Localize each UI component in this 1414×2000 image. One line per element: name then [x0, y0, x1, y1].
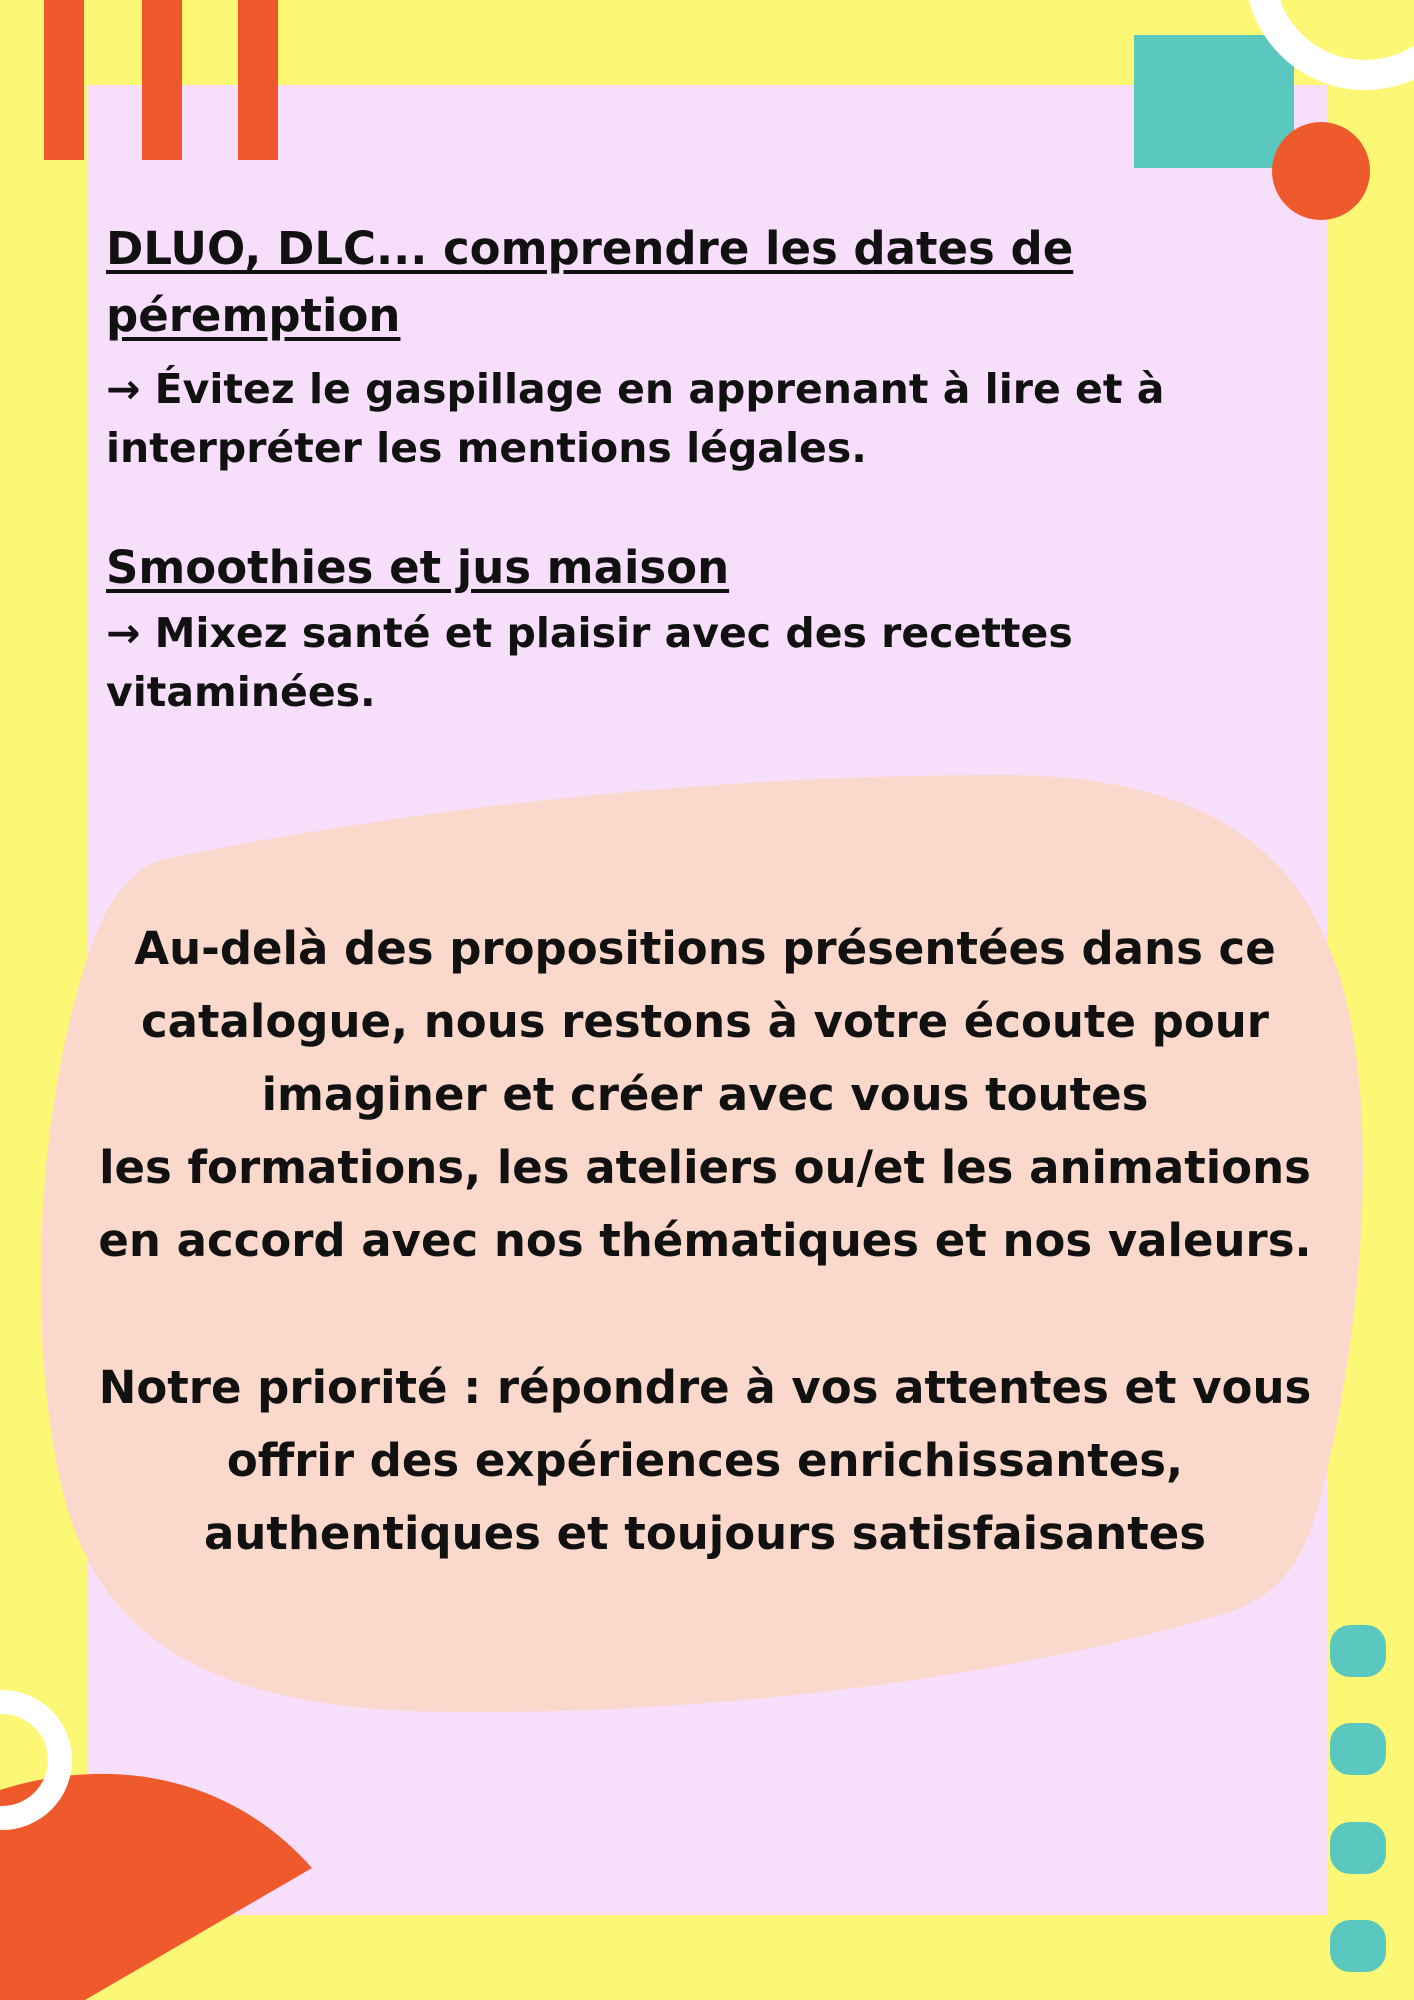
section-description-smoothies: → Mixez santé et plaisir avec des recettes vitaminées. [106, 609, 1073, 717]
section-title-dates: DLUO, DLC... comprendre les dates de péremption [106, 222, 1074, 342]
section-description-dates: → Évitez le gaspillage en apprenant à lire et à interpréter les mentions légales. [106, 365, 1165, 473]
section-title-smoothies: Smoothies et jus maison [106, 541, 730, 594]
highlight-paragraph-offer: Au-delà des propositions présentées dans ce catalogue, nous restons à votre écoute pour imaginer et créer avec vous toutes les formations, les ateliers ou/et les animations en accord avec nos thématiques et nos valeurs. [98, 922, 1312, 1267]
highlight-paragraph-priority: Notre priorité : répondre à vos attentes et vous offrir des expériences enrichissantes, authentiques et toujours satisfaisantes [98, 1361, 1312, 1560]
